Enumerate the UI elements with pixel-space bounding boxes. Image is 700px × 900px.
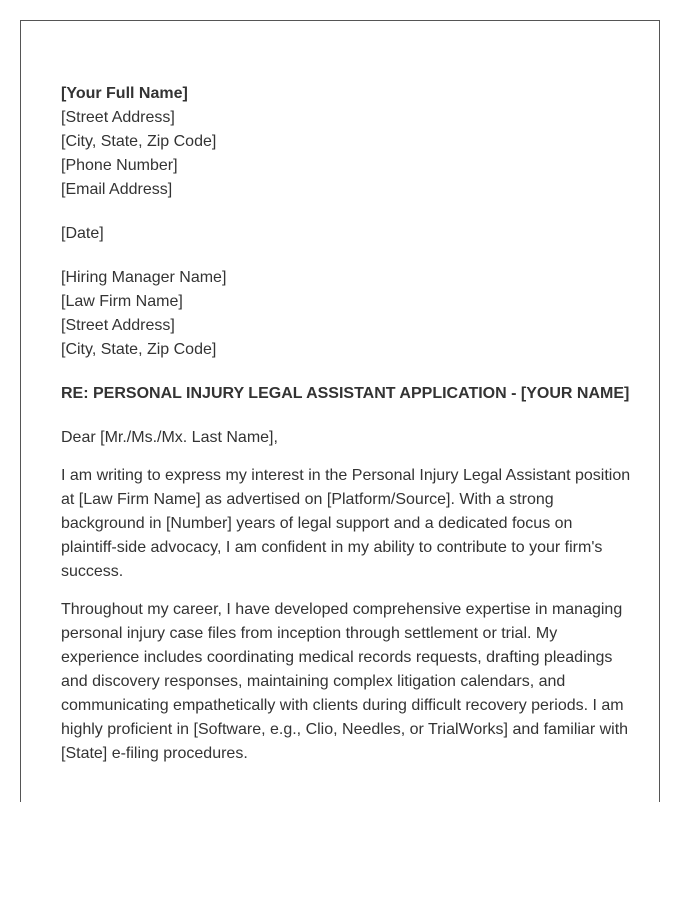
recipient-firm: [Law Firm Name]: [61, 293, 183, 310]
sender-name: [Your Full Name]: [61, 85, 188, 102]
body-paragraph-1: I am writing to express my interest in the Personal Injury Legal Assistant position at [Law Firm Name] as advertised on [Platform/Source]. With a strong background in [Number] years of legal support and a dedicated focus on plaintiff-side advocacy, I am confident in my ability to contribute to your firm's success.: [61, 467, 631, 580]
letter-date: [Date]: [61, 225, 104, 242]
date-block: [61, 222, 631, 246]
sender-email: [Email Address]: [61, 181, 173, 198]
sender-block: [61, 82, 631, 202]
letter-content: [61, 82, 631, 780]
recipient-city: [City, State, Zip Code]: [61, 341, 217, 358]
salutation: Dear [Mr./Ms./Mx. Last Name],: [61, 429, 278, 446]
sender-city: [City, State, Zip Code]: [61, 133, 217, 150]
recipient-manager: [Hiring Manager Name]: [61, 269, 227, 286]
recipient-street: [Street Address]: [61, 317, 175, 334]
recipient-block: [61, 266, 631, 362]
body-paragraph-2: Throughout my career, I have developed comprehensive expertise in managing personal injury case files from inception through settlement or trial. My experience includes coordinating medical records requests, drafting pleadings and discovery responses, maintaining complex litigation calendars, and communicating empathetically with clients during difficult recovery periods. I am highly proficient in [Software, e.g., Clio, Needles, or TrialWorks] and familiar with [State] e-filing procedures.: [61, 601, 629, 762]
sender-phone: [Phone Number]: [61, 157, 178, 174]
subject-line: RE: PERSONAL INJURY LEGAL ASSISTANT APPLICATION - [YOUR NAME]: [61, 385, 630, 402]
sender-street: [Street Address]: [61, 109, 175, 126]
letter-page: [20, 20, 660, 802]
